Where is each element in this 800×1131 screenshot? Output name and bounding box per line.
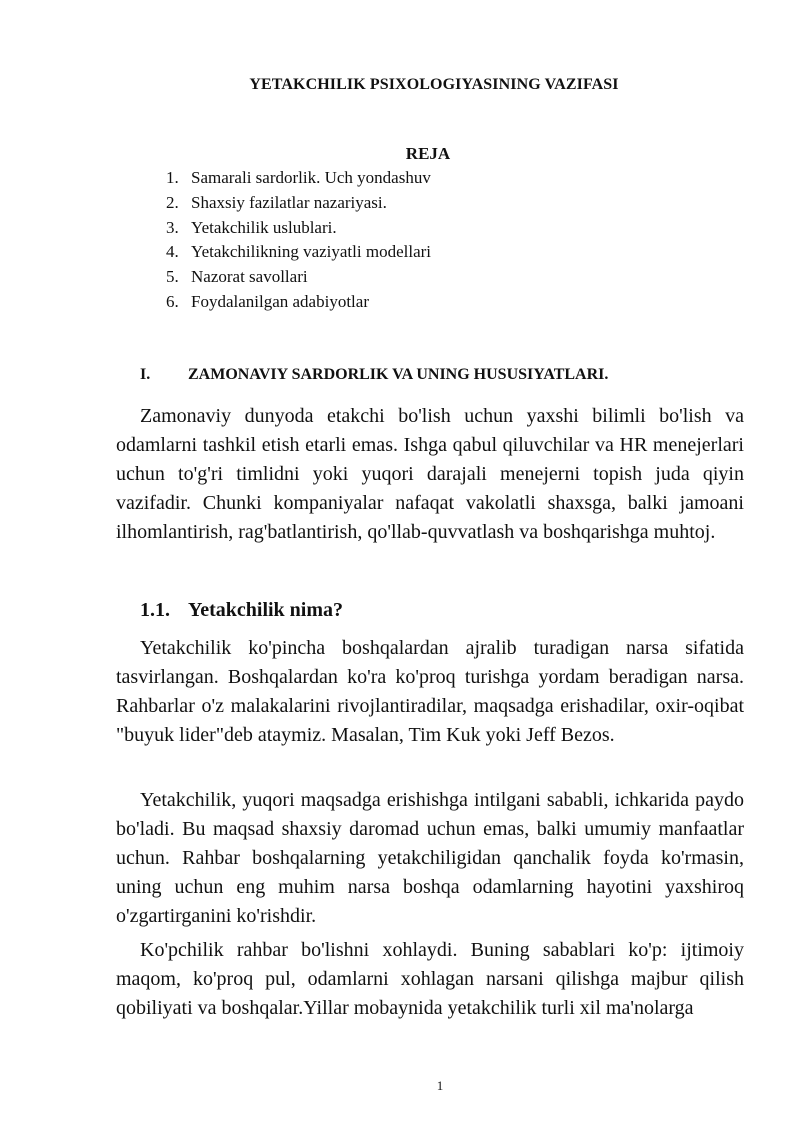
plan-heading: REJA (405, 144, 451, 163)
plan-item (166, 166, 431, 191)
plan-item-text: Foydalanilgan adabiyotlar (191, 291, 369, 311)
body-paragraph: Yetakchilik, yuqori maqsadga erishishga intilgani sababli, ichkarida paydo bo'ladi. Bu maqsad shaxsiy daromad uchun emas, balki umumiy manfaatlar uchun. Rahbar boshqalarning yetakchiligidan qanchalik foyda ko'rmasin, uning uchun eng muhim narsa boshqa odamlarning hayotini yaxshiroq o'zgartirganini ko'rishdir. (116, 789, 744, 927)
body-paragraph: Yetakchilik ko'pincha boshqalardan ajralib turadigan narsa sifatida tasvirlangan. Boshqalardan ko'ra ko'proq turishga yordam beradigan narsa. Rahbarlar o'z malakalarini rivojlantiradilar, maqsadga erishadilar, oxir-oqibat "buyuk lider"deb ataymiz. Masalan, Tim Kuk yoki Jeff Bezos. (116, 637, 744, 746)
plan-item-text: Nazorat savollari (191, 267, 308, 287)
plan-item-text: Yetakchilik uslublari. (191, 217, 337, 237)
plan-item (166, 290, 431, 315)
plan-item-text: Shaxsiy fazilatlar nazariyasi. (191, 192, 387, 212)
section-heading (140, 366, 608, 384)
document-title: YETAKCHILIK PSIXOLOGIYASINING VAZIFASI (249, 76, 619, 93)
page-number: 1 (436, 1078, 444, 1093)
plan-item (166, 265, 431, 290)
plan-item-text: Samarali sardorlik. Uch yondashuv (191, 168, 431, 187)
plan-item-number: 1. (166, 168, 179, 187)
plan-item (166, 240, 431, 265)
subsection-number: 1.1. (140, 599, 170, 621)
body-paragraph: Zamonaviy dunyoda etakchi bo'lish uchun yaxshi bilimli bo'lish va odamlarni tashkil etish etarli emas. Ishga qabul qiluvchilar va HR menejerlari uchun to'g'ri timlidni yoki yuqori darajali menejerni topish juda qiyin vazifadir. Chunki kompaniyalar nafaqat vakolatli shaxsga, balki jamoani ilhomlantirish, rag'batlantirish, qo'llab-quvvatlash va boshqarishga muhtoj. (116, 405, 744, 543)
body-paragraph: Ko'pchilik rahbar bo'lishni xohlaydi. Buning sabablari ko'p: ijtimoiy maqom, ko'proq pul, odamlarni xohlagan narsani qilishga majbur qilish qobiliyati va boshqalar.Yillar mobaynida yetakchilik turli xil ma'nolarga (116, 939, 744, 1019)
subsection-heading (140, 599, 343, 622)
plan-list (166, 166, 431, 315)
plan-item-number: 3. (166, 217, 179, 237)
subsection-title: Yetakchilik nima? (188, 599, 344, 621)
section-number: I. (140, 366, 151, 383)
plan-item-number: 6. (166, 291, 179, 311)
plan-item-text: Yetakchilikning vaziyatli modellari (191, 242, 432, 262)
plan-item-number: 4. (166, 242, 179, 262)
plan-item-number: 2. (166, 192, 179, 212)
section-title: ZAMONAVIY SARDORLIK VA UNING HUSUSIYATLARI. (188, 366, 609, 383)
plan-item (166, 191, 431, 216)
plan-item (166, 216, 431, 241)
plan-item-number: 5. (166, 267, 179, 287)
